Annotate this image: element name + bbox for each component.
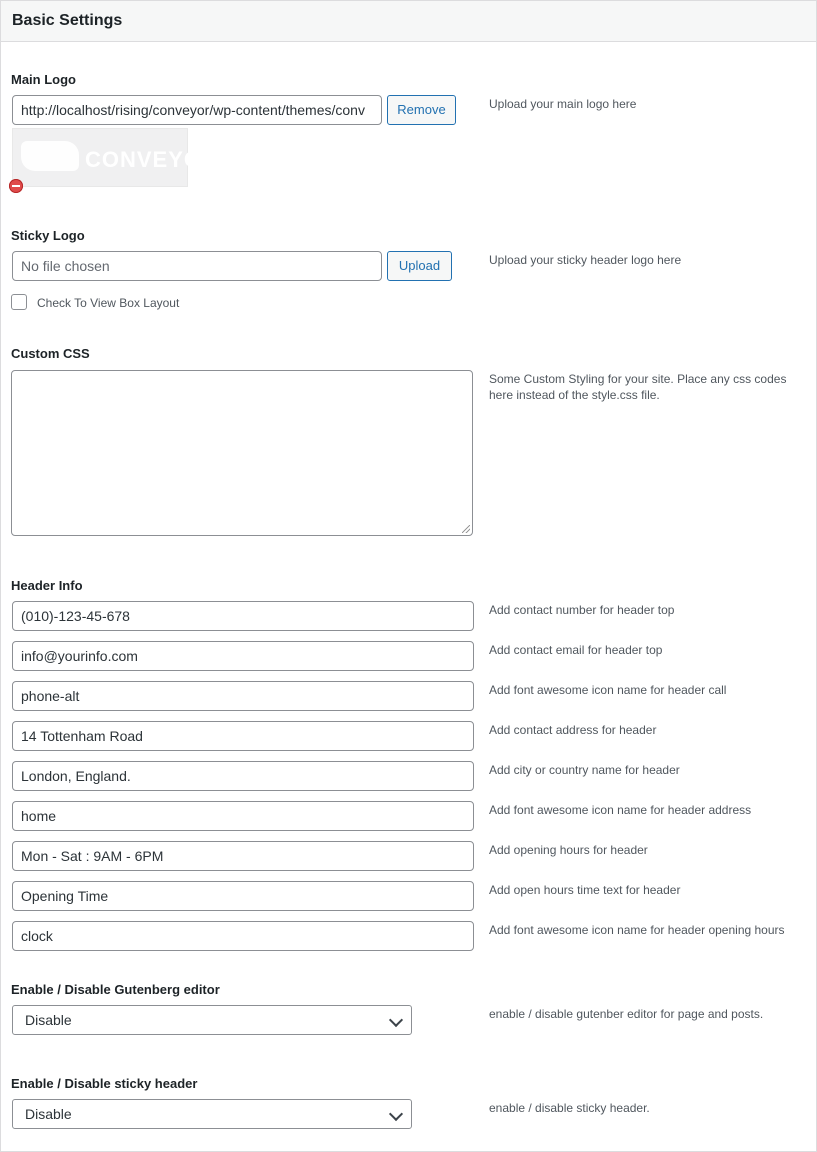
header-city-input[interactable]: London, England. bbox=[12, 761, 474, 791]
main-logo-description: Upload your main logo here bbox=[489, 97, 637, 111]
box-layout-checkbox-label: Check To View Box Layout bbox=[37, 296, 180, 310]
sticky-header-selected-value: Disable bbox=[25, 1106, 72, 1122]
panel-title: Basic Settings bbox=[12, 12, 123, 29]
header-call-icon-input[interactable]: phone-alt bbox=[12, 681, 474, 711]
header-city-description: Add city or country name for header bbox=[489, 763, 680, 777]
chevron-down-icon bbox=[389, 1013, 403, 1027]
sticky-logo-label: Sticky Logo bbox=[11, 228, 85, 243]
resize-grip-icon[interactable] bbox=[462, 525, 470, 533]
header-email-input[interactable]: info@yourinfo.com bbox=[12, 641, 474, 671]
header-hours-icon-description: Add font awesome icon name for header opening hours bbox=[489, 923, 785, 937]
logo-preview-text: CONVEYOR bbox=[85, 147, 219, 172]
gutenberg-selected-value: Disable bbox=[25, 1012, 72, 1028]
header-address-icon-input[interactable]: home bbox=[12, 801, 474, 831]
header-address-description: Add contact address for header bbox=[489, 723, 657, 737]
custom-css-label: Custom CSS bbox=[11, 346, 90, 361]
main-logo-url-input[interactable]: http://localhost/rising/conveyor/wp-content/themes/conv bbox=[12, 95, 382, 125]
sticky-logo-description: Upload your sticky header logo here bbox=[489, 253, 682, 267]
gutenberg-description: enable / disable gutenber editor for page and posts. bbox=[489, 1007, 764, 1021]
upload-sticky-logo-button[interactable]: Upload bbox=[387, 251, 452, 281]
header-hours-icon-input[interactable]: clock bbox=[12, 921, 474, 951]
header-address-icon-description: Add font awesome icon name for header address bbox=[489, 803, 752, 817]
custom-css-textarea[interactable] bbox=[11, 370, 473, 536]
custom-css-description: Some Custom Styling for your site. Place any css codes here instead of the style.css file. bbox=[489, 372, 787, 402]
gutenberg-select[interactable] bbox=[12, 1005, 412, 1035]
gutenberg-label: Enable / Disable Gutenberg editor bbox=[11, 982, 220, 997]
box-layout-checkbox[interactable] bbox=[11, 294, 27, 310]
header-address-input[interactable]: 14 Tottenham Road bbox=[12, 721, 474, 751]
header-hours-text-description: Add open hours time text for header bbox=[489, 883, 681, 897]
header-phone-description: Add contact number for header top bbox=[489, 603, 675, 617]
header-email-description: Add contact email for header top bbox=[489, 643, 663, 657]
header-hours-text-input[interactable]: Opening Time bbox=[12, 881, 474, 911]
minus-circle-icon[interactable] bbox=[9, 179, 23, 193]
sticky-header-description: enable / disable sticky header. bbox=[489, 1101, 650, 1115]
header-hours-input[interactable]: Mon - Sat : 9AM - 6PM bbox=[12, 841, 474, 871]
logo-mark-icon bbox=[21, 141, 79, 171]
panel-header bbox=[1, 1, 816, 42]
header-hours-description: Add opening hours for header bbox=[489, 843, 648, 857]
chevron-down-icon bbox=[389, 1107, 403, 1121]
sticky-header-label: Enable / Disable sticky header bbox=[11, 1076, 198, 1091]
sticky-header-select[interactable] bbox=[12, 1099, 412, 1129]
sticky-logo-input[interactable]: No file chosen bbox=[12, 251, 382, 281]
header-call-icon-description: Add font awesome icon name for header call bbox=[489, 683, 727, 697]
main-logo-label: Main Logo bbox=[11, 72, 76, 87]
header-info-label: Header Info bbox=[11, 578, 83, 593]
header-phone-input[interactable]: (010)-123-45-678 bbox=[12, 601, 474, 631]
main-logo-preview bbox=[12, 128, 219, 187]
remove-logo-button[interactable]: Remove bbox=[387, 95, 456, 125]
